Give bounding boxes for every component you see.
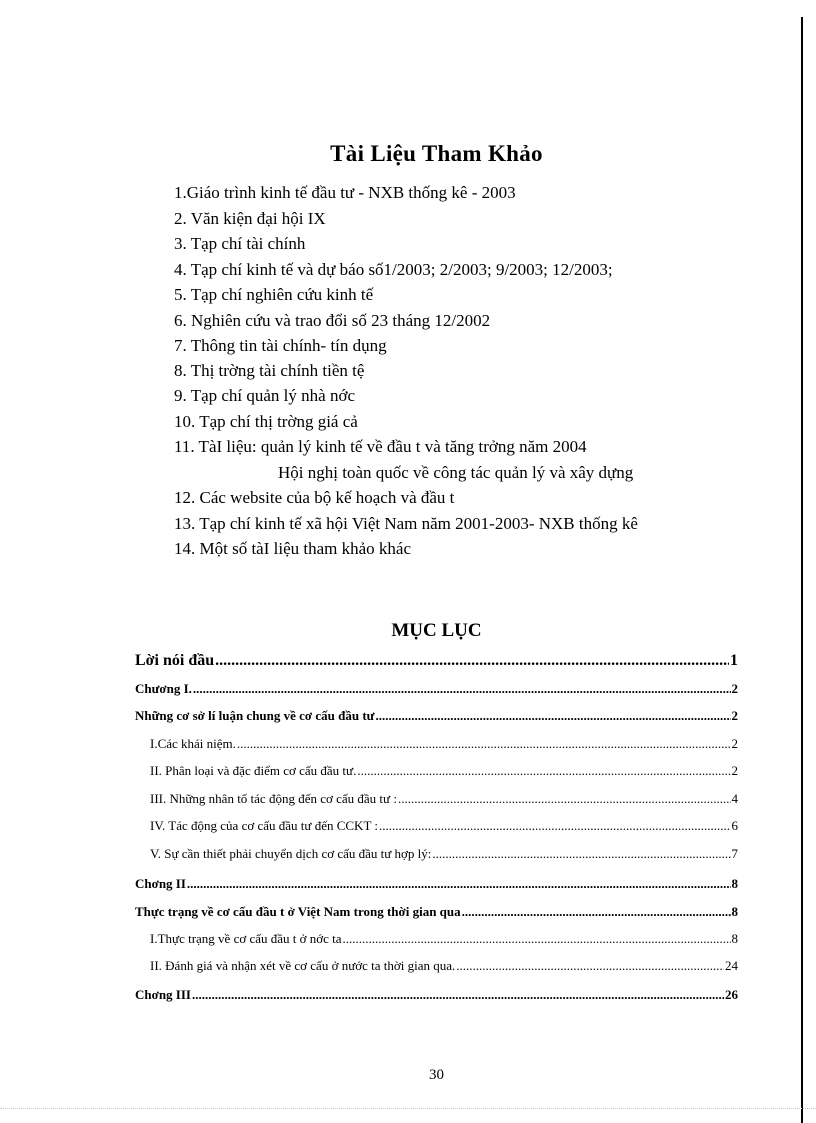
reference-item: 7. Thông tin tài chính- tín dụng: [174, 336, 387, 355]
toc-entry-page: 6: [731, 818, 738, 833]
toc-entry-label: II. Đánh giá và nhận xét về cơ cấu ở nước ta thời gian qua.: [150, 958, 456, 973]
toc-entry-page: 2: [731, 736, 738, 751]
toc-entry-label: Những cơ sở lí luận chung về cơ cấu đầu tư: [135, 708, 375, 723]
reference-item: 3. Tạp chí tài chính: [174, 234, 306, 253]
toc-title: MỤC LỤC: [391, 620, 482, 641]
toc-dot-leader: [187, 875, 731, 893]
toc-dot-leader: [462, 903, 731, 921]
toc-entry-label: Chơng III: [135, 987, 191, 1002]
toc-entry-label: Chương I.: [135, 681, 192, 696]
page-number: 30: [429, 1067, 444, 1083]
toc-dot-leader: [215, 652, 729, 670]
toc-entry-page: 8: [731, 931, 738, 946]
toc-entry-page: 2: [731, 708, 738, 723]
toc-entry-page: 8: [731, 904, 738, 919]
toc-entry-label: Lời nói đầu: [135, 652, 215, 669]
toc-entry-page: 1: [730, 652, 738, 669]
toc-entry[interactable]: [135, 652, 738, 670]
toc-dot-leader: [398, 790, 731, 808]
reference-item: 10. Tạp chí thị trờng giá cả: [174, 412, 358, 431]
toc-entry-label: Chơng II: [135, 876, 186, 891]
toc-dot-leader: [237, 735, 731, 753]
reference-item: 1.Giáo trình kinh tế đầu tư - NXB thống kê - 2003: [174, 183, 516, 202]
toc-entry[interactable]: [150, 817, 738, 835]
toc-entry[interactable]: [150, 735, 738, 753]
toc-entry[interactable]: [135, 903, 738, 921]
reference-item: 6. Nghiên cứu và trao đổi số 23 tháng 12/2002: [174, 311, 491, 330]
reference-item: 8. Thị trờng tài chính tiền tệ: [174, 361, 365, 380]
references-title: Tài Liệu Tham Khảo: [330, 141, 543, 166]
toc-entry-page: 26: [725, 987, 738, 1002]
toc-entry-page: 2: [731, 681, 738, 696]
reference-item: 13. Tạp chí kinh tế xã hội Việt Nam năm 2001-2003- NXB thống kê: [174, 514, 638, 533]
reference-item: 5. Tạp chí nghiên cứu kinh tế: [174, 285, 374, 304]
reference-item: 12. Các website của bộ kế hoạch và đầu t: [174, 488, 455, 507]
reference-item: 4. Tạp chí kinh tế và dự báo số1/2003; 2/2003; 9/2003; 12/2003;: [174, 260, 613, 279]
toc-entry-page: 4: [731, 791, 738, 806]
toc-entry-page: 24: [725, 958, 738, 973]
toc-entry[interactable]: [135, 707, 738, 725]
toc-dot-leader: [432, 845, 730, 863]
toc-entry[interactable]: [150, 930, 738, 948]
reference-item: 9. Tạp chí quản lý nhà nớc: [174, 386, 355, 405]
toc-dot-leader: [343, 930, 731, 948]
toc-dot-leader: [379, 817, 730, 835]
toc-entry-label: V. Sự cần thiết phải chuyển dịch cơ cấu đầu tư hợp lý:: [150, 846, 432, 861]
toc-entry-label: II. Phân loại và đặc điểm cơ cấu đầu tư.: [150, 763, 357, 778]
reference-item: 14. Một số tàI liệu tham khảo khác: [174, 539, 412, 558]
toc-entry-page: 2: [731, 763, 738, 778]
toc-entry-label: III. Những nhân tố tác động đến cơ cấu đầu tư :: [150, 791, 397, 806]
toc-entry-label: IV. Tác động của cơ cấu đầu tư đến CCKT :: [150, 818, 379, 833]
toc-entry-label: Thực trạng về cơ cấu đầu t ở Việt Nam trong thời gian qua: [135, 904, 461, 919]
page-bottom-border: [0, 1108, 816, 1110]
toc-entry[interactable]: [135, 680, 738, 698]
toc-entry[interactable]: [150, 790, 738, 808]
toc-entry[interactable]: [135, 986, 738, 1004]
toc-entry-page: 7: [731, 846, 738, 861]
toc-dot-leader: [192, 986, 724, 1004]
toc-entry-page: 8: [731, 876, 738, 891]
toc-entry[interactable]: [150, 957, 738, 975]
toc-entry-label: I.Thực trạng về cơ cấu đầu t ở nớc ta: [150, 931, 342, 946]
toc-entry-label: I.Các khái niệm.: [150, 736, 236, 751]
toc-dot-leader: [193, 680, 731, 698]
reference-item: 2. Văn kiện đại hội IX: [174, 209, 326, 228]
reference-item: 11. TàI liệu: quản lý kinh tế về đầu t và tăng trởng năm 2004: [174, 437, 587, 456]
toc-dot-leader: [375, 707, 730, 725]
page-edge-shadow: [801, 17, 803, 1123]
toc-entry[interactable]: [135, 875, 738, 893]
toc-dot-leader: [456, 957, 724, 975]
toc-entry[interactable]: [150, 762, 738, 780]
toc-dot-leader: [357, 762, 730, 780]
toc-entry[interactable]: [150, 845, 738, 863]
reference-item-continuation: Hội nghị toàn quốc về công tác quản lý và xây dựng: [278, 463, 634, 482]
